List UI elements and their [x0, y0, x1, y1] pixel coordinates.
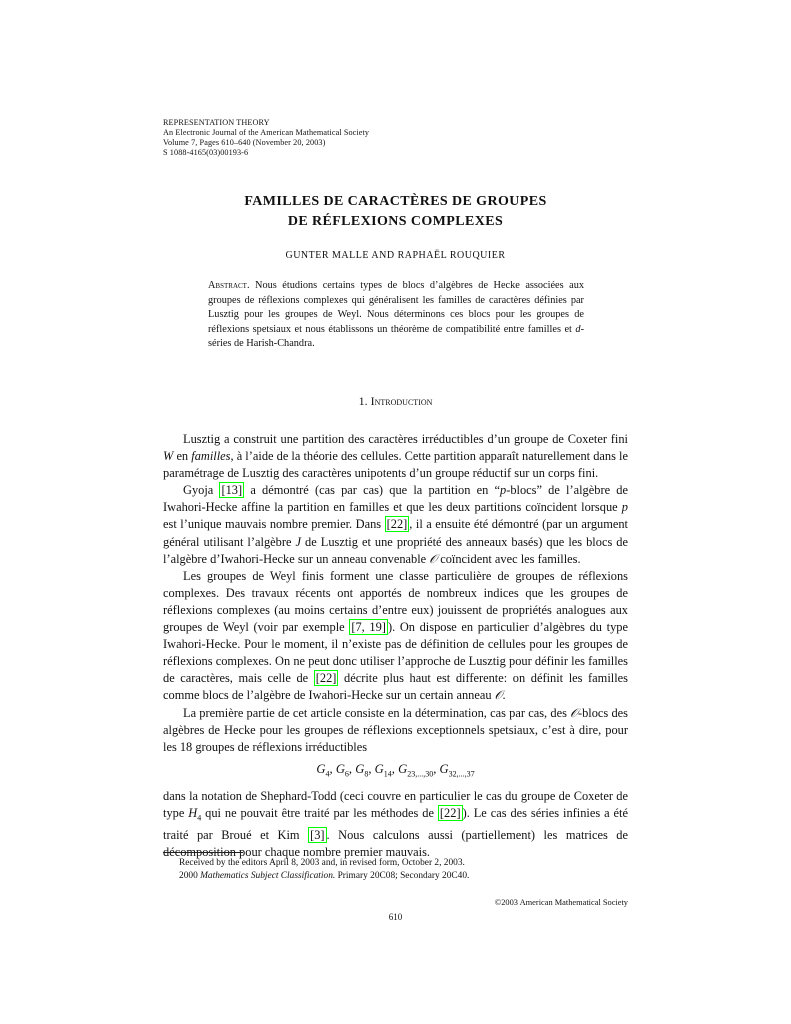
formula-g23-30: $G_{23,...,30}$ [398, 762, 434, 779]
p4-math-o: 𝒪 [570, 705, 578, 720]
p3-text-c: décrite plus haut est differente: on définit les familles comme blocs de l’algèbre de Iwahori-Hecke sur un certain anneau [163, 671, 628, 703]
footnote-msc [163, 870, 628, 883]
p3-math-o: 𝒪 [494, 688, 503, 703]
msc-label: Mathematics Subject Classification. [200, 871, 336, 881]
citation-22-link[interactable]: [22] [386, 517, 408, 532]
p5-text-b: qui ne pouvait être traité par les méthodes de [205, 806, 434, 821]
formula-sep-5: , [433, 762, 437, 776]
authors: GUNTER MALLE AND RAPHAËL ROUQUIER [285, 250, 506, 261]
citation-3-link[interactable]: [3] [310, 827, 325, 842]
msc-text: Primary 20C08; Secondary 20C40. [337, 871, 470, 881]
p2-math-j: J [295, 534, 301, 549]
p5-text-c: ). Le cas des séries infinies a été traité par Broué et Kim [163, 806, 628, 842]
p5-math-h4: $H_4$ [188, 806, 202, 823]
p1-text-b: en [176, 449, 189, 464]
p5-text-a: dans la notation de Shephard-Todd (ceci couvre en particulier le cas du groupe de Coxeter de type [163, 789, 628, 821]
journal-issn: S 1088-4165(03)00193-6 [163, 148, 249, 157]
p2-math-p: p [500, 483, 507, 498]
section-name: Introduction [370, 394, 433, 408]
p2-text-g: coïncident avec les familles. [440, 551, 581, 566]
introduction-body-continued [163, 788, 628, 861]
p2-text-f: de Lusztig et une propriété des anneaux basés) que les blocs de l’algèbre d’Iwahori-Hecke sur un anneau convenable [163, 534, 628, 566]
formula-g6: $G_6$ [335, 762, 349, 779]
citation-22-link[interactable]: [22] [315, 671, 337, 686]
p2-text-a: Gyoja [183, 483, 214, 498]
paragraph-4 [163, 705, 628, 756]
formula-sep-2: , [348, 762, 353, 776]
abstract-d: d [575, 323, 581, 335]
p4-text-b: -blocs des algèbres de Hecke pour les groupes de réflexions exceptionnels spetsiaux, c’est à dire, pour les 18 groupes de réflexions irréductibles [163, 705, 628, 754]
citation-7-19-link[interactable]: [7, 19] [351, 620, 386, 635]
p5-text-d: . Nous calculons aussi (partiellement) les matrices de décomposition pour chaque nombre premier mauvais. [163, 827, 628, 859]
abstract-text: Nous étudions certains types de blocs d’algèbres de Hecke associées aux groupes de réflexions complexes qui généralisent les familles de caractères définies par Lusztig pour les groupes de Weyl. Nous déterminons ces blocs pour les groupes de réflexions spetsiaux et nous établissons un théorème de compatibilité entre familles et [208, 280, 585, 335]
p4-text-a: La première partie de cet article consiste en la détermination, cas par cas, des [183, 705, 567, 720]
p2-math-p-2: p [621, 500, 628, 515]
journal-volume: Volume 7, Pages 610–640 (November 20, 2003) [163, 138, 326, 147]
msc-year: 2000 [179, 871, 198, 881]
formula-g8: $G_8$ [355, 762, 369, 779]
section-number: 1. [358, 394, 368, 408]
p2-text-e: , il a ensuite été démontré (par un argument général utilisant l’algèbre [163, 517, 629, 549]
p2-text-d: est l’unique mauvais nombre premier. Dans [163, 517, 382, 532]
abstract-tail: -séries de Harish-Chandra. [208, 323, 584, 350]
formula-g32-37: $G_{32,...,37}$ [439, 762, 475, 779]
formula-sep-1: , [329, 762, 333, 776]
footnotes [163, 857, 628, 883]
p3-text-d: . [502, 688, 506, 703]
abstract-label: Abstract. [208, 280, 250, 291]
p1-text-c: , à l’aide de la théorie des cellules. Cette partition apparaît naturellement dans le paramétrage de Lusztig des caractères unipotents d’un groupe réductif sur un corps fini. [163, 449, 628, 481]
citation-13-link[interactable]: [13] [221, 483, 243, 498]
journal-name: REPRESENTATION THEORY [163, 118, 270, 127]
formula-g14: $G_{14}$ [374, 762, 392, 779]
copyright-notice: ©2003 American Mathematical Society [494, 898, 628, 907]
footnote-rule [163, 852, 243, 853]
title-line-1: FAMILLES DE CARACTÈRES DE GROUPES [244, 194, 547, 209]
p1-math-w: W [163, 449, 174, 464]
group-list-formula [163, 762, 628, 779]
formula-sep-3: , [368, 762, 372, 776]
formula-sep-4: , [391, 762, 395, 776]
journal-subtitle: An Electronic Journal of the American Mathematical Society [163, 128, 370, 137]
paragraph-1 [163, 431, 628, 482]
p3-text-a: Les groupes de Weyl finis forment une classe particulière de groupes de réflexions complexes. Des travaux récents ont apportés de nombreux indices que les groupes de réflexions complexes (au moins certains d’entre eux) jouissent de propriétés analogues aux groupes de Weyl (voir par exemple [163, 568, 628, 635]
p2-text-c: -blocs” de l’algèbre de Iwahori-Hecke affine la partition en familles et que les deux partitions coïncident lorsque [163, 483, 628, 515]
paper-title [163, 192, 628, 232]
section-heading [163, 394, 628, 409]
abstract [208, 279, 584, 352]
p2-text-b: a démontré (cas par cas) que la partition en “ [250, 483, 500, 498]
paragraph-5 [163, 788, 628, 861]
p1-text-a: Lusztig a construit une partition des caractères irréductibles d’un groupe de Coxeter fini [183, 432, 628, 446]
footnote-received: Received by the editors April 8, 2003 and, in revised form, October 2, 2003. [179, 858, 465, 868]
introduction-body [163, 431, 628, 756]
page-number: 610 [388, 912, 403, 922]
p2-math-o: 𝒪 [429, 551, 438, 566]
formula-g4: $G_4$ [316, 762, 330, 779]
paragraph-3 [163, 568, 628, 705]
paragraph-2 [163, 482, 628, 567]
title-line-2: DE RÉFLEXIONS COMPLEXES [287, 214, 504, 229]
citation-22-link[interactable]: [22] [439, 806, 461, 821]
journal-header [163, 118, 369, 158]
p3-text-b: ). On dispose en particulier d’algèbres du type Iwahori-Hecke. Pour le moment, il n’existe pas de définition de cellules pour les groupes de réflexions complexes. On ne peut donc utiliser l’approche de Lusztig pour définir les familles de caractères, mais celle de [163, 620, 628, 686]
p1-emph-familles: familles [191, 449, 231, 464]
